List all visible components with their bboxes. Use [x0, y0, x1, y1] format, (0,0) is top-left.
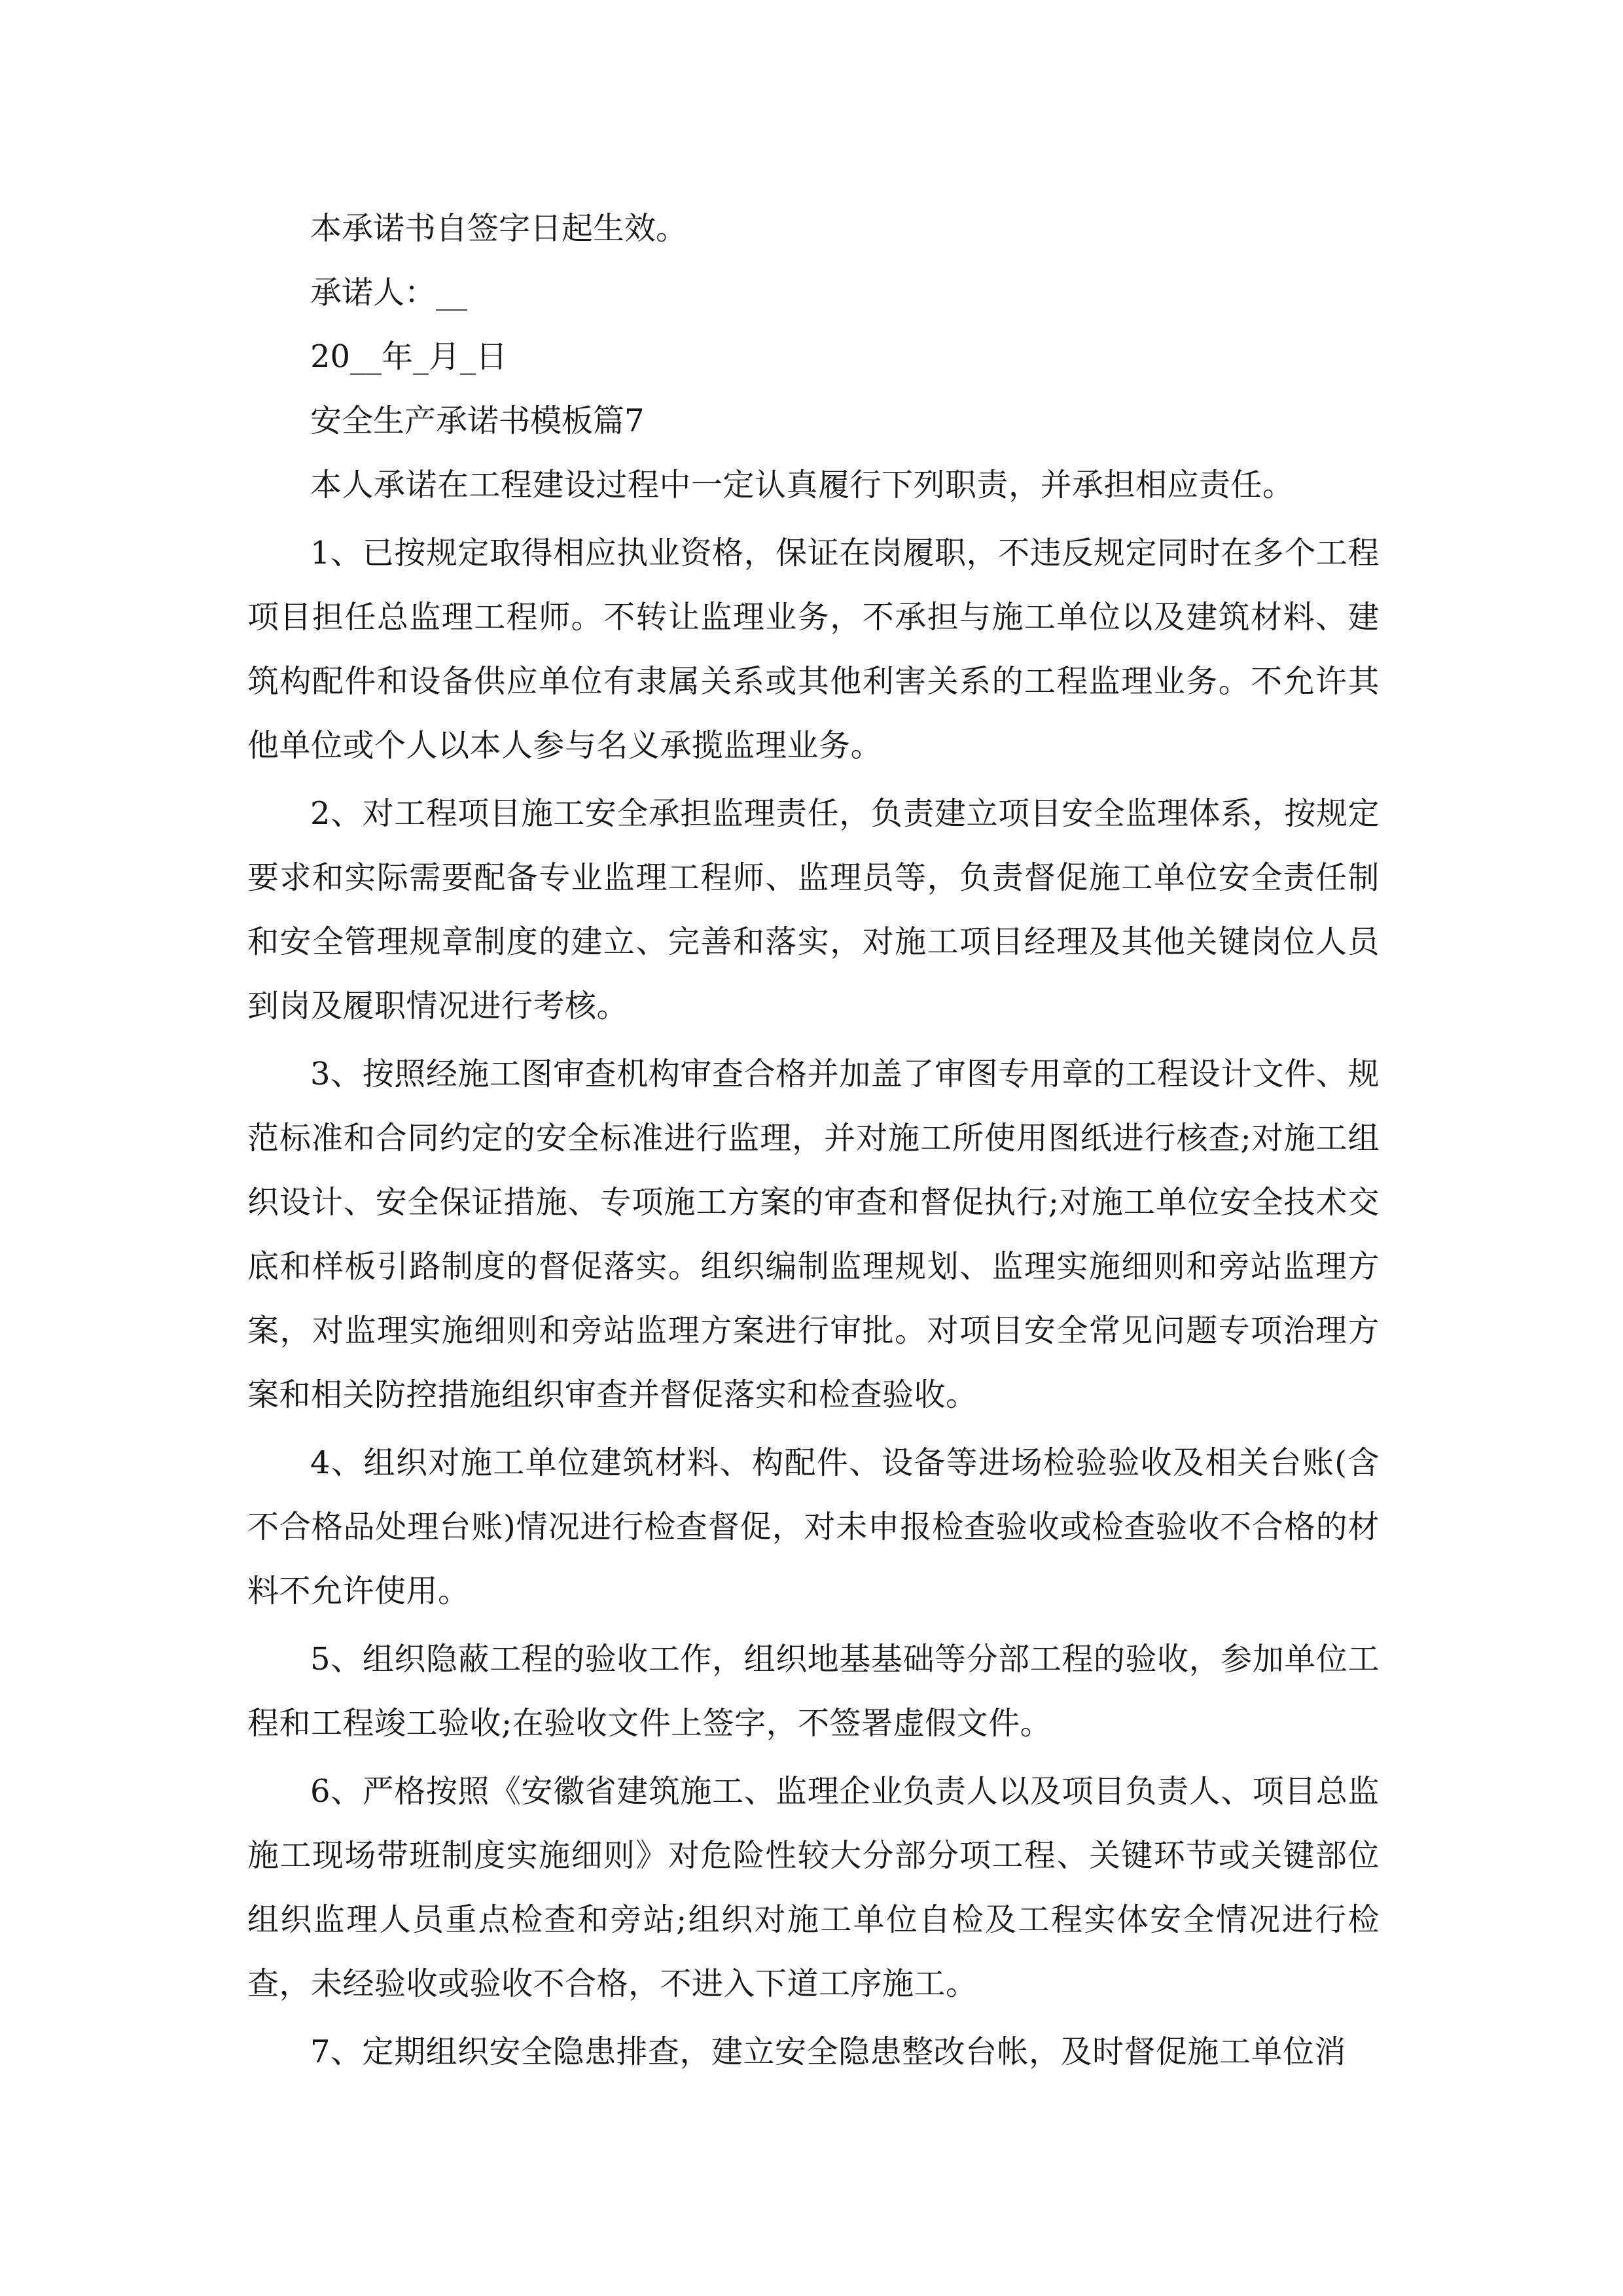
document-body	[247, 196, 1380, 2084]
paragraph-item-1: 1、已按规定取得相应执业资格，保证在岗履职，不违反规定同时在多个工程项目担任总监理工程师。不转让监理业务，不承担与施工单位以及建筑材料、建筑构配件和设备供应单位有隶属关系或其他利害关系的工程监理业务。不允许其他单位或个人以本人参与名义承揽监理业务。	[247, 535, 1380, 764]
paragraph-item-5: 5、组织隐蔽工程的验收工作，组织地基基础等分部工程的验收，参加单位工程和工程竣工验收;在验收文件上签字，不签署虚假文件。	[247, 1641, 1380, 1742]
paragraph-item-2: 2、对工程项目施工安全承担监理责任，负责建立项目安全监理体系，按规定要求和实际需要配备专业监理工程师、监理员等，负责督促施工单位安全责任制和安全管理规章制度的建立、完善和落实，对施工项目经理及其他关键岗位人员到岗及履职情况进行考核。	[247, 795, 1380, 1024]
effective-date-line: 本承诺书自签字日起生效。	[310, 210, 688, 247]
paragraph-item-7: 7、定期组织安全隐患排查，建立安全隐患整改台帐，及时督促施工单位消	[310, 2034, 1347, 2070]
intro-paragraph: 本人承诺在工程建设过程中一定认真履行下列职责，并承担相应责任。	[310, 467, 1294, 503]
paragraph-item-3: 3、按照经施工图审查机构审查合格并加盖了审图专用章的工程设计文件、规范标准和合同约定的安全标准进行监理，并对施工所使用图纸进行核查;对施工组织设计、安全保证措施、专项施工方案的审查和督促执行;对施工单位安全技术交底和样板引路制度的督促落实。组织编制监理规划、监理实施细则和旁站监理方案，对监理实施细则和旁站监理方案进行审批。对项目安全常见问题专项治理方案和相关防控措施组织审查并督促落实和检查验收。	[247, 1056, 1380, 1413]
section-heading: 安全生产承诺书模板篇7	[310, 403, 645, 439]
paragraph-item-6: 6、严格按照《安徽省建筑施工、监理企业负责人以及项目负责人、项目总监施工现场带班制度实施细则》对危险性较大分部分项工程、关键环节或关键部位组织监理人员重点检查和旁站;组织对施工单位自检及工程实体安全情况进行检查，未经验收或验收不合格，不进入下道工序施工。	[247, 1773, 1380, 2002]
promisor-signature-line: 承诺人：__	[310, 274, 468, 311]
paragraph-item-4: 4、组织对施工单位建筑材料、构配件、设备等进场检验验收及相关台账(含不合格品处理台账)情况进行检查督促，对未申报检查验收或检查验收不合格的材料不允许使用。	[247, 1444, 1380, 1609]
date-line: 20__年_月_日	[310, 338, 508, 375]
